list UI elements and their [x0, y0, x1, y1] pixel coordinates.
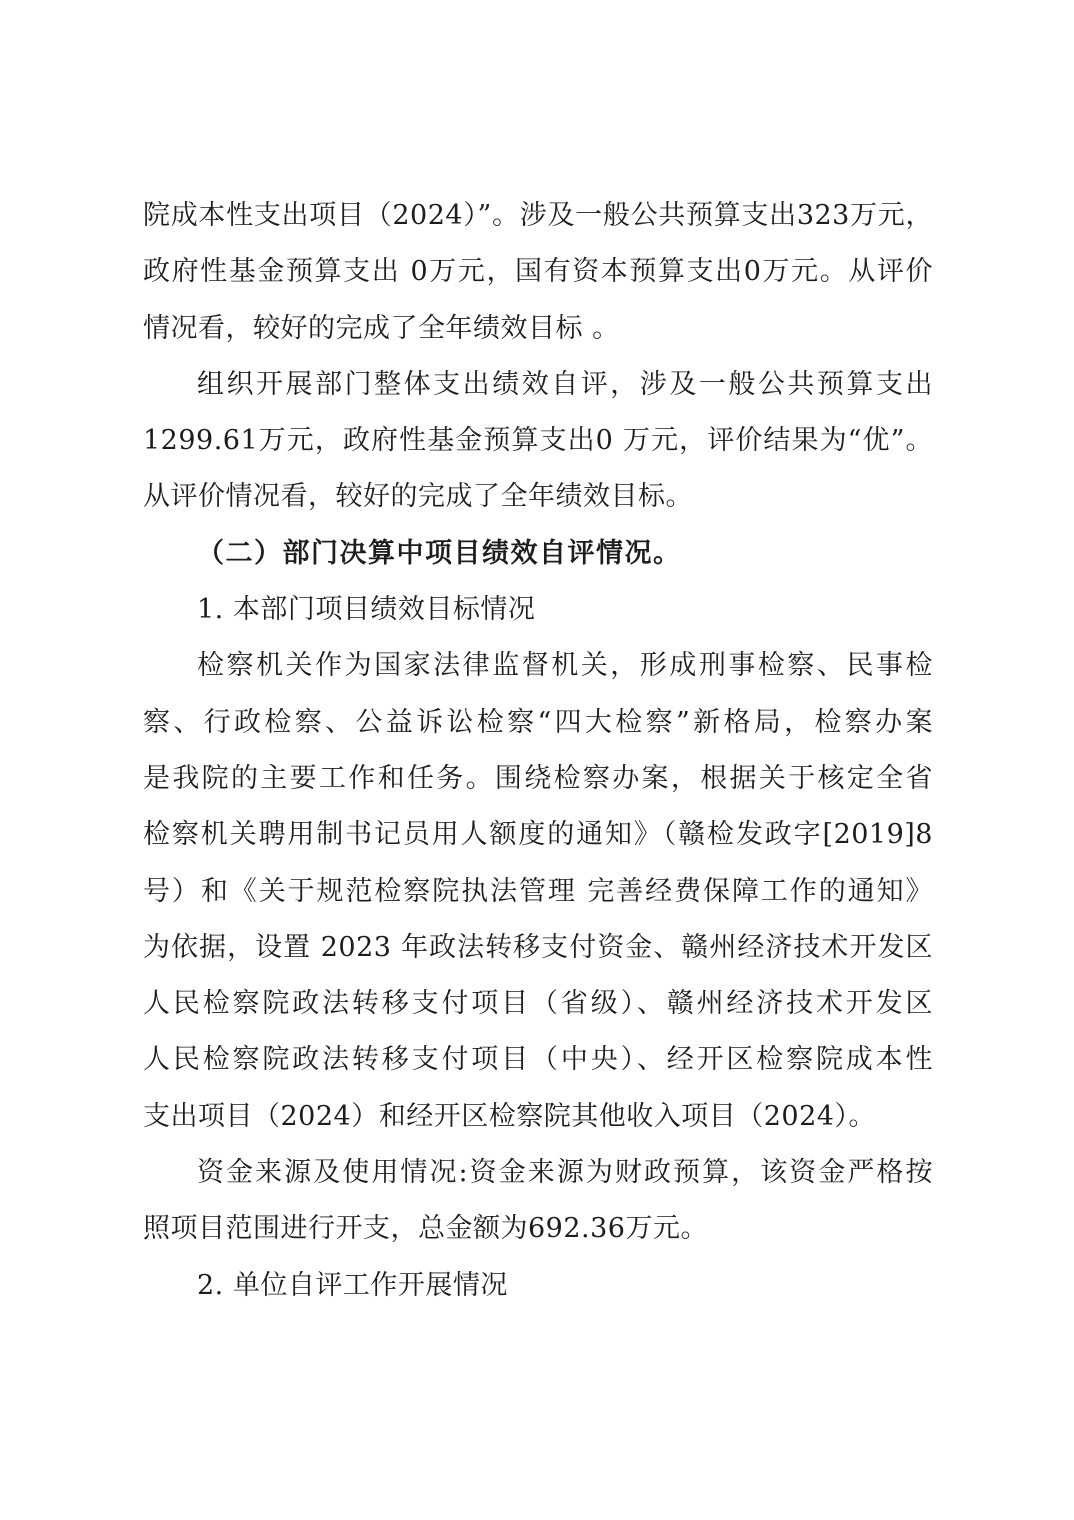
body-line: 情况看，较好的完成了全年绩效目标 。	[143, 312, 620, 344]
body-line: 政府性基金预算支出 0万元，国有资本预算支出0万元。从评价	[143, 256, 933, 288]
body-line: 1299.61万元，政府性基金预算支出0 万元，评价结果为“优”。	[143, 425, 933, 457]
body-line: 照项目范围进行开支，总金额为692.36万元。	[143, 1213, 708, 1245]
body-line: 为依据，设置 2023 年政法转移支付资金、赣州经济技术开发区	[143, 931, 933, 963]
body-line: 从评价情况看，较好的完成了全年绩效目标。	[143, 481, 693, 513]
body-line: 号）和《关于规范检察院执法管理 完善经费保障工作的通知》	[143, 875, 933, 907]
section-heading: （二）部门决算中项目绩效自评情况。	[197, 537, 682, 569]
body-line: 支出项目（2024）和经开区检察院其他收入项目（2024）。	[143, 1100, 876, 1132]
numbered-item-heading: 2. 单位自评工作开展情况	[197, 1269, 508, 1301]
body-line: 院成本性支出项目（2024）”。涉及一般公共预算支出323万元，	[143, 200, 933, 231]
body-line: 检察机关作为国家法律监督机关，形成刑事检察、民事检	[197, 650, 933, 682]
body-line: 人民检察院政法转移支付项目（省级）、赣州经济技术开发区	[143, 988, 933, 1020]
body-line: 是我院的主要工作和任务。围绕检察办案，根据关于核定全省	[143, 762, 933, 794]
numbered-item-heading: 1. 本部门项目绩效目标情况	[197, 594, 536, 626]
body-line: 资金来源及使用情况:资金来源为财政预算，该资金严格按	[197, 1157, 933, 1189]
body-line: 察、行政检察、公益诉讼检察“四大检察”新格局，检察办案	[143, 706, 933, 738]
body-line: 组织开展部门整体支出绩效自评，涉及一般公共预算支出	[197, 368, 933, 400]
document-text-block	[143, 188, 933, 1314]
body-line: 人民检察院政法转移支付项目（中央）、经开区检察院成本性	[143, 1044, 933, 1076]
body-line: 检察机关聘用制书记员用人额度的通知》（赣检发政字[2019]8	[143, 819, 933, 851]
